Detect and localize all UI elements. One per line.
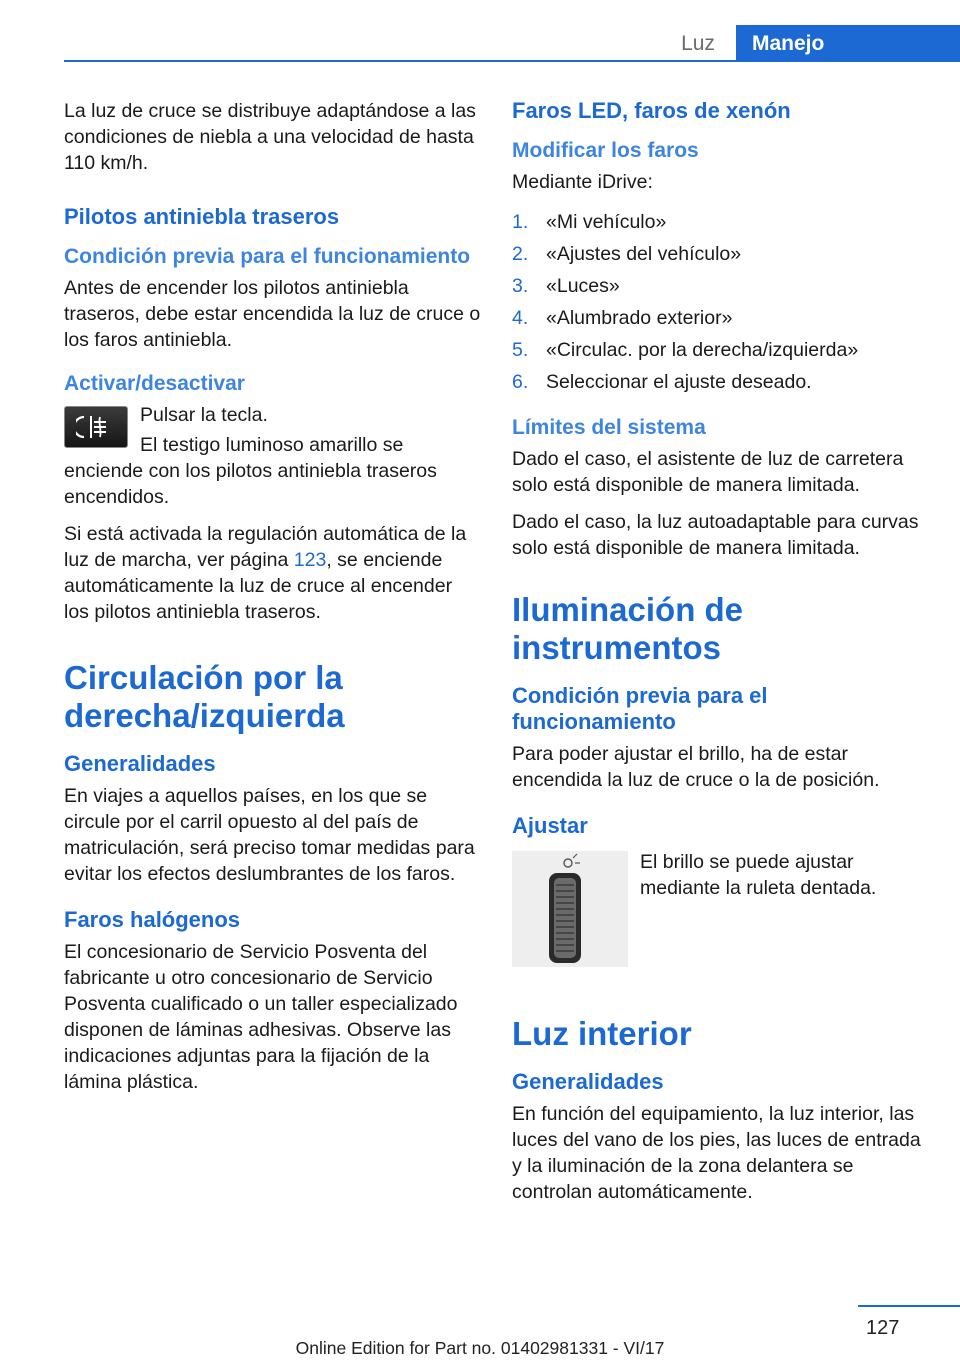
activate-heading: Activar/desactivar xyxy=(64,372,245,395)
list-item: 6. Seleccionar el ajuste deseado. xyxy=(512,371,812,393)
instruments-heading: Iluminación de instrumentos xyxy=(512,591,744,666)
auto-headlight-text: Si está activada la regulación automática de la luz de marcha, ver página 123, se enciende automáticamente la luz de cruce al encender los pilotos antiniebla traseros. xyxy=(64,523,467,623)
halogen-heading: Faros halógenos xyxy=(64,907,241,932)
fog-prereq-text: Antes de encender los pilotos antiniebla traseros, debe estar encendida la luz de cruce o los faros antiniebla. xyxy=(64,277,481,351)
header-section: Luz xyxy=(681,31,715,55)
interior-general-heading: Generalidades xyxy=(512,1069,664,1094)
page-number: 127 xyxy=(866,1317,900,1339)
idrive-steps xyxy=(512,209,927,395)
fog-lights-heading: Pilotos antiniebla traseros xyxy=(64,204,340,229)
intro-paragraph: La luz de cruce se distribuye adaptándose a las condiciones de niebla a una velocidad de hasta 110 km/h. xyxy=(64,100,476,174)
instr-prereq-text: Para poder ajustar el brillo, ha de estar encendida la luz de cruce o la de posición. xyxy=(512,743,880,791)
activate-indicator-text: El testigo luminoso amarillo se enciende con los pilotos antiniebla traseros encendidos. xyxy=(64,434,437,508)
rear-fog-light-icon xyxy=(64,406,128,448)
page-reference-link[interactable]: 123 xyxy=(293,549,327,571)
adjust-text: El brillo se puede ajustar mediante la ruleta dentada. xyxy=(640,851,877,899)
adjust-block xyxy=(512,849,927,973)
interior-text: En función del equipamiento, la luz interior, las luces del vano de los pies, las luces de entrada y la iluminación de la zona delantera se controlan automáticamente. xyxy=(512,1103,921,1203)
header-chapter-tab: Manejo xyxy=(736,25,960,62)
activate-step: Pulsar la tecla. xyxy=(140,404,268,426)
limits-heading: Límites del sistema xyxy=(512,416,706,439)
list-item: 1. «Mi vehículo» xyxy=(512,211,667,233)
edition-footer: Online Edition for Part no. 01402981331 - VI/17 xyxy=(295,1338,665,1358)
modify-heading: Modificar los faros xyxy=(512,139,699,162)
list-item: 4. «Alumbrado exterior» xyxy=(512,307,733,329)
halogen-text: El concesionario de Servicio Posventa del fabricante u otro concesionario de Servicio Posventa cualificado o un taller especializado disponen de láminas adhesivas. Observe las indicaciones adjuntas para la fijación de la lámina plástica. xyxy=(64,941,458,1093)
footer-rule xyxy=(858,1305,960,1307)
list-item: 5. «Circulac. por la derecha/izquierda» xyxy=(512,339,859,361)
right-column xyxy=(512,98,927,1216)
limits-text-2: Dado el caso, la luz autoadaptable para curvas solo está disponible de manera limitada. xyxy=(512,511,919,559)
interior-heading: Luz interior xyxy=(512,1015,692,1052)
left-column xyxy=(64,98,482,1106)
traffic-side-heading: Circulación por la derecha/izquierda xyxy=(64,659,345,734)
limits-text-1: Dado el caso, el asistente de luz de carretera solo está disponible de manera limitada. xyxy=(512,448,904,496)
dimmer-wheel-icon xyxy=(512,851,628,967)
general-heading: Generalidades xyxy=(64,751,216,776)
idrive-intro: Mediante iDrive: xyxy=(512,171,653,193)
general-text: En viajes a aquellos países, en los que se circule por el carril opuesto al del país de matriculación, será preciso tomar medidas para evitar los efectos deslumbrantes de los faros. xyxy=(64,785,475,885)
led-heading: Faros LED, faros de xenón xyxy=(512,98,791,123)
list-item: 3. «Luces» xyxy=(512,275,620,297)
adjust-heading: Ajustar xyxy=(512,813,588,838)
instr-prereq-heading: Condición previa para el funcionamiento xyxy=(512,683,768,734)
fog-prereq-heading: Condición previa para el funcionamiento xyxy=(64,245,471,268)
list-item: 2. «Ajustes del vehículo» xyxy=(512,243,742,265)
activate-block xyxy=(64,402,482,521)
